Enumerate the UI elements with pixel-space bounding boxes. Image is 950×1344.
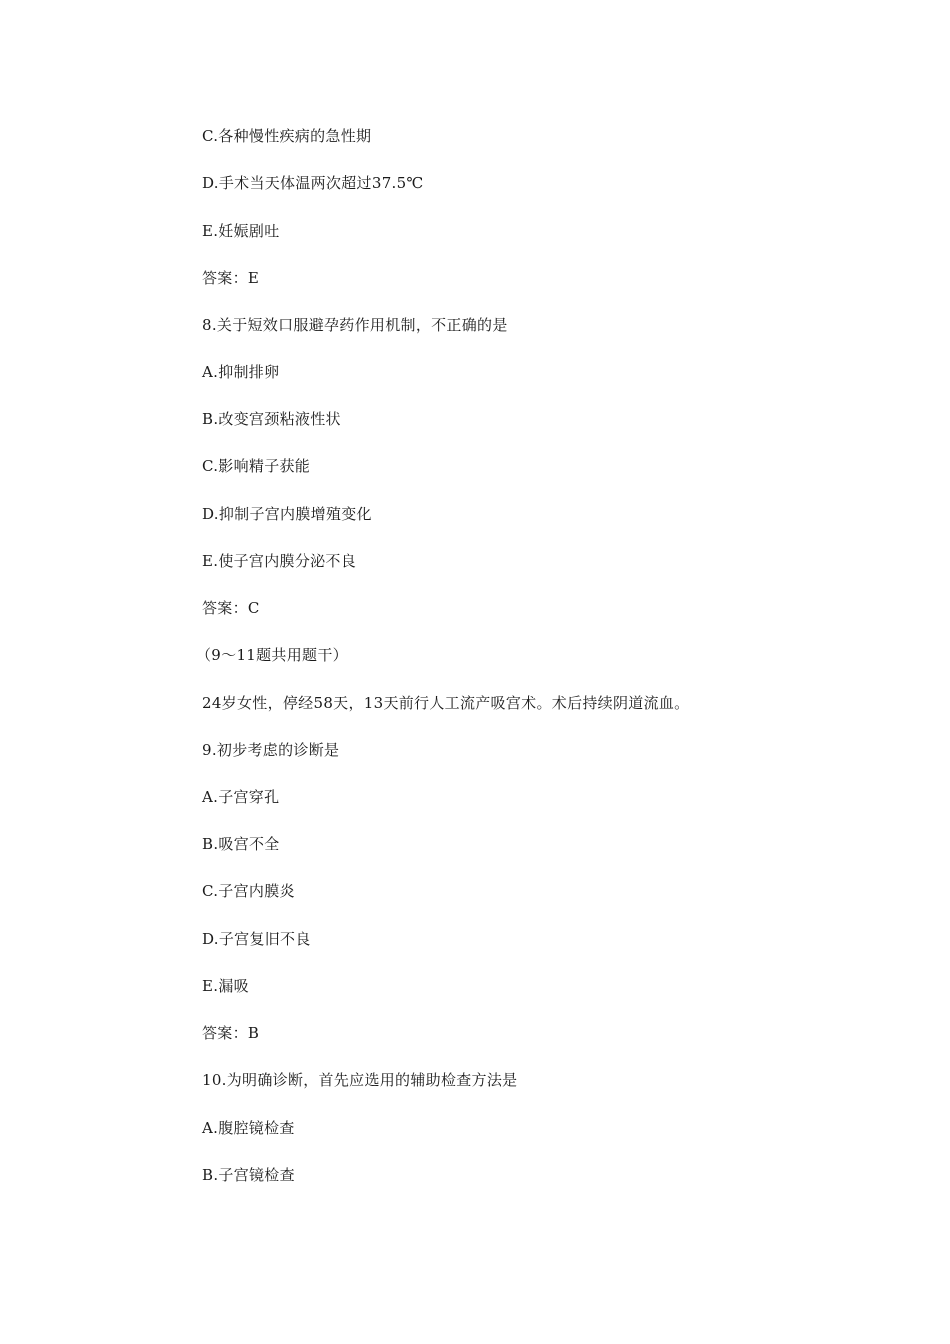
case-stem: 24岁女性，停经58天，13天前行人工流产吸宫术。术后持续阴道流血。 [202,694,690,712]
q10-option-b: B.子宫镜检查 [202,1166,295,1184]
option-e-hyperemesis: E.妊娠剧吐 [202,222,280,240]
question-10: 10.为明确诊断，首先应选用的辅助检查方法是 [202,1071,518,1089]
answer-q8: 答案：C [202,599,260,617]
q9-option-a: A.子宫穿孔 [202,788,280,806]
answer-q7: 答案：E [202,269,260,287]
q10-option-a: A.腹腔镜检查 [202,1119,295,1137]
q8-option-b: B.改变宫颈粘液性状 [202,410,341,428]
q8-option-c: C.影响精子获能 [202,457,311,475]
q9-option-d: D.子宫复旧不良 [202,930,311,948]
q8-option-e: E.使子宫内膜分泌不良 [202,552,357,570]
answer-q9: 答案：B [202,1024,260,1042]
q9-option-c: C.子宫内膜炎 [202,882,295,900]
question-8: 8.关于短效口服避孕药作用机制，不正确的是 [202,316,508,334]
q9-option-e: E.漏吸 [202,977,249,995]
shared-stem-note: （9～11题共用题干） [196,646,348,664]
q8-option-d: D.抑制子宫内膜增殖变化 [202,505,372,523]
q9-option-b: B.吸宫不全 [202,835,280,853]
option-d-temperature: D.手术当天体温两次超过37.5℃ [202,174,424,192]
question-9: 9.初步考虑的诊断是 [202,741,340,759]
q8-option-a: A.抑制排卵 [202,363,280,381]
option-c-chronic-disease: C.各种慢性疾病的急性期 [202,127,372,145]
